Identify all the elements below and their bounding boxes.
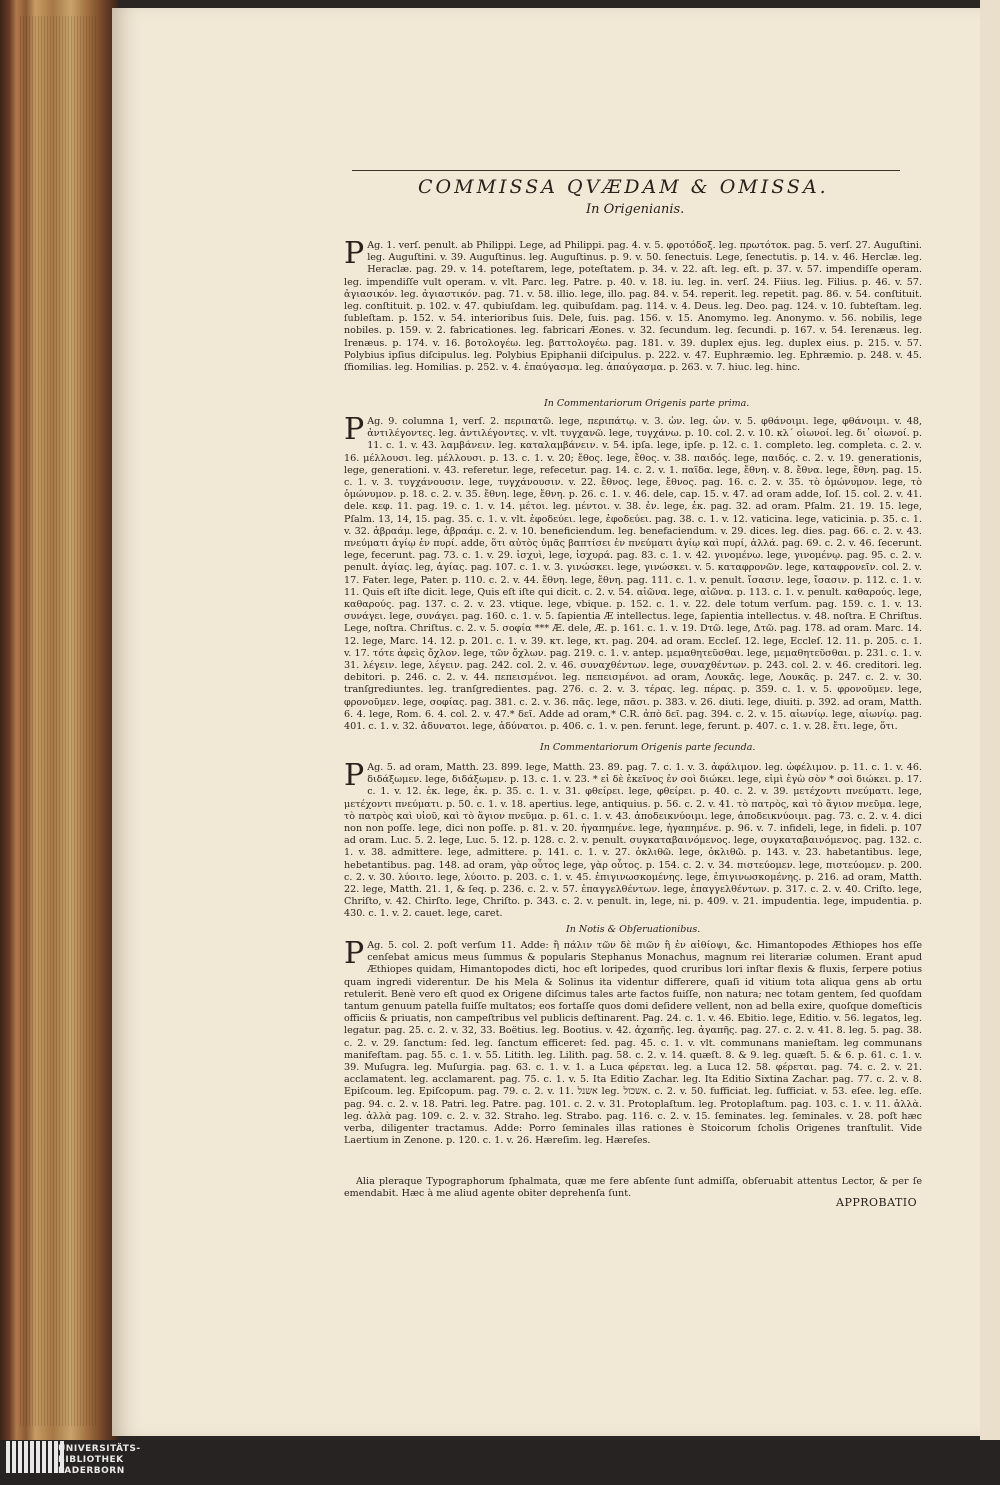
book-fore-edge	[0, 0, 118, 1440]
drop-cap: P	[344, 940, 365, 971]
footer-bar	[0, 1440, 1000, 1485]
logo-line: UNIVERSITÄTS-	[58, 1444, 141, 1454]
errata-section-general	[344, 240, 922, 390]
drop-cap: P	[344, 416, 365, 447]
facing-page-edge	[980, 0, 1000, 1440]
library-logo-text	[58, 1444, 141, 1477]
drop-cap: P	[344, 240, 365, 271]
errata-text: Ag. 9. columna 1, verſ. 2. περιπατῶ. lege, περιπάτῳ. v. 3. ὧν. leg. ὧν. v. 5. φθάνοιμι. lege, φθάνοιμι. v. 48, ἀντιλέγοντες. leg. ἀντιλέγοντες. v. vlt. τυγχανῶ. lege, τυγχάνω. p. 10. col. 2. v. 10. κλ´ οἰωνοί. leg. δι᾽ οἰωνοί. p. 11. c. 1. v. 43. λαμβάνειν. leg. καταλαμβάνειν. v. 54. ipſa. lege, ipſe. p. 12. c. 1. completo. leg. completa. c. 2. v. 16. μέλλουσι. leg. μέλλουσι. p. 13. c. 1. v. 20; ἔθος. lege, ἔθος. v. 38. παιδός. lege, παιδός. c. 2. v. 19. generationis, lege, generationi. v. 43. referetur. lege, refecetur. pag. 14. c. 2. v. 1. παῖδα. lege, ἔθνη. v. 8. ἔθνα. lege, ἔθνη. pag. 15. c. 1. v. 3. τυγχάνουσιν. lege, τυγχάνουσιν. v. 22. ἔθνος. lege, ἔθνος. pag. 16. c. 2. v. 35. τὸ ὁμώνυμον. lege, τὸ ὁμώνυμον. p. 18. c. 2. v. 35. ἔθνη. lege, ἔθνη. p. 26. c. 1. v. 46. dele, cap. 15. v. 47. ad oram adde, Ioſ. 15. col. 2. v. 41. dele. κεφ. 11. pag. 19. c. 1. v. 14. μέτοι. leg. μέντοι. v. 38. ἐν. lege, ἐκ. pag. 32. ad oram. Pſalm. 21. 19. 15. lege, Pſalm. 13, 14, 15. pag. 35. c. 1. v. vlt. ἐφοδεύει. lege, ἐφοδεύει. pag. 38. c. 1. v. 12. vaticina. lege, vaticinia. p. 35. c. 1. v. 32. ἀβραάμ. lege, ἀβραάμ. c. 2. v. 10. beneficiendum. leg. benefaciendum. v. 29. dices. leg. dies. pag. 66. c. 2. v. 43. πνεύματι ἁγίῳ ἐν πυρί. adde, ὅτι αὐτὸς ὑμᾶς βαπτίσει ἐν πνεύματι ἁγίῳ καὶ πυρί, ἀλλά. pag. 69. c. 2. v. 46. ſecerunt. lege, fecerunt. pag. 73. c. 1. v. 29. ἰσχυὶ, lege, ἰσχυρά. pag. 83. c. 1. v. 42. γινομένω. lege, γινομένῳ. pag. 95. c. 2. v. penult. ἀγίας. leg, ἁγίας. pag. 107. c. 1. v. 3. γινώσκει. lege, γινώσκει. v. 5. καταφρονῶν. lege, καταφρονεῖν. col. 2. v. 17. Fater. lege, Pater. p. 110. c. 2. v. 44. ἔθνη. lege, ἔθνη. pag. 111. c. 1. v. penult. ἴσασιν. lege, ἴσασιν. p. 112. c. 1. v. 11. Quis eſt iſte dicit. lege, Quis eſt iſte qui dicit. c. 2. v. 54. αἰῶνα. lege, αἰῶνα. p. 113. c. 1. v. penult. καθαρούς. lege, καθαρούς. pag. 137. c. 2. v. 23. vtique. lege, vbique. p. 152. c. 1. v. 22. dele totum verſum. pag. 159. c. 1. v. 13. συνάγει. lege, συνάγει. pag. 160. c. 1. v. 5. ſapientia Æ intellectus. lege, ſapientia intellectus. v. 48. noſtra. E Chriſtus. Lege, noſtra. Chriſtus. c. 2. v. 5. σοφία *** Æ. dele, Æ. p. 161. c. 1. v. 19. Dτῶ. lege, Δτῶ. pag. 178. ad oram. Marc. 14. 12. lege, Marc. 14. 12. p. 201. c. 1. v. 39. κτ. lege, κτ. pag. 204. ad oram. Eccleſ. 12. lege, Eccleſ. 12. 11. p. 205. c. 1. v. 17. τότε ἀφεὶς ὄχλον. lege, τῶν ὄχλων. pag. 219. c. 1. v. antep. μεμαθητεῦσθαι. lege, μεμαθητεῦσθαι. p. 231. c. 1. v. 31. λέγειν. lege, λέγειν. pag. 242. col. 2. v. 46. συναχθέντων. lege, συναχθέντων. p. 243. col. 2. v. 46. creditori. leg. debitori. p. 246. c. 2. v. 44. πεπεισμένοι. leg. πεπεισμένοι. ad oram, Λουκᾶς. lege, Λουκᾶς. p. 247. c. 2. v. 30. tranſgrediuntes. leg. tranſgredientes. pag. 276. c. 2. v. 3. τέρας. leg. πέρας. p. 359. c. 1. v. 5. φρονοῦμεν. lege, φρονοῦμεν. lege, σοφίας. pag. 381. c. 2. v. 36. πᾶς. lege, πᾶσι. p. 383. v. 26. diuti. lege, diuiti. p. 392. ad oram, Matth. 6. 4. lege, Rom. 6. 4. col. 2. v. 47.* δεῖ. Adde ad oram,* C.R. ἀπὸ δεῖ. pag. 394. c. 2. v. 15. αἰωνίῳ. lege, αἰωνίῳ. pag. 401. c. 1. v. 32. ἀδυνατοι. lege, ἀδύνατοι. p. 406. c. 1. v. pen. ferunt. lege, ferunt. p. 407. c. 1. v. 28. ἔτι. lege, ὅτι.	[344, 416, 922, 733]
logo-line: BIBLIOTHEK	[58, 1455, 124, 1465]
errata-section-secunda	[344, 762, 922, 922]
section-heading-notis: In Notis & Obſeruationibus.	[566, 924, 701, 935]
logo-line: PADERBORN	[58, 1466, 125, 1476]
page-title: COMMISSA QVÆDAM & OMISSA.	[418, 176, 829, 198]
closing-text: Alia pleraque Typographorum ſphalmata, quæ me fere abſente ſunt admiſſa, obſeruabit attentus Lector, & per ſe emendabit. Hæc à me aliud agente obiter deprehenſa ſunt.	[344, 1176, 922, 1200]
errata-text: Ag. 1. verſ. penult. ab Philippi. Lege, ad Philippi. pag. 4. v. 5. φροτόδοξ. leg. πρωτότοκ. pag. 5. verſ. 27. Auguſtini. leg. Auguſtini. v. 39. Auguſtinus. leg. Auguſtinus. p. 9. v. 50. ſenectuis. Lege, ſenectutis. p. 14. v. 46. Herclæ. leg. Heraclæ. pag. 29. v. 14. poteſtarem, lege, poteſtatem. p. 34. v. 22. aſt. leg. eſt. p. 37. v. 57. impendiſſe operam. leg. impendiſſe vult operam. v. vlt. Parc. leg. Patre. p. 40. v. 18. iu. leg. in. verſ. 24. Fiius. leg. Filius. p. 46. v. 57. ἀγιασικόν. leg. ἀγιαστικόν. pag. 71. v. 58. illio. lege, illo. pag. 84. v. 54. reperit. leg. repetit. pag. 86. v. 54. conſtituit. leg. conſtituit. p. 102. v. 47. qubiuſdam. leg. quibuſdam. pag. 114. v. 4. Deus. leg. Deo. pag. 124. v. 10. ſubteſtam. leg. ſubleſtam. p. 152. v. 54. interioribus ſuis. Dele, ſuis. pag. 156. v. 15. Anomymo. leg. Anonymo. v. 56. nobilis, lege nobiles. p. 159. v. 2. fabricationes. leg. fabricari Æones. v. 32. ſecundum. leg. ſecundi. p. 167. v. 54. Ierenæus. leg. Irenæus. p. 174. v. 16. βοτολογέω. leg. βαττολογέω. pag. 181. v. 39. duplex ejus. leg. duplex eius. p. 215. v. 57. Polybius ipſius diſcipulus. leg. Polybius Epiphanii diſcipulus. p. 222. v. 47. Euphræmio. leg. Ephræmio. p. 248. v. 45. ſfiomilias. leg. Homilias. p. 252. v. 4. ἐπαύγασμα. leg. ἀπαύγασμα. p. 263. v. 7. hiuc. leg. hinc.	[344, 240, 922, 374]
page-subtitle: In Origenianis.	[586, 202, 685, 217]
errata-section-notis	[344, 940, 922, 1176]
drop-cap: P	[344, 762, 365, 793]
header-rule	[352, 170, 900, 171]
errata-text: Ag. 5. ad oram, Matth. 23. 899. lege, Matth. 23. 89. pag. 7. c. 1. v. 3. ἀφάλιμον. leg. ὠφέλιμον. p. 11. c. 1. v. 46. διδάξωμεν. lege, διδάξωμεν. p. 13. c. 1. v. 23. * εἰ δὲ ἐκεῖνος ἐν σοὶ διώκει. lege, εἰμὶ ἐγὼ σὸν * σοὶ διώκει. p. 17. c. 1. v. 12. ἐκ. lege, ἐκ. p. 35. c. 1. v. 31. φθείρει. lege, φθείρει. p. 40. c. 2. v. 39. μετέχοντι πνεύματι. lege, μετέχοντι πνεύματι. p. 50. c. 1. v. 18. apertius. lege, antiquius. p. 56. c. 2. v. 41. τὸ πατρὸς, καὶ τὸ ἅγιον πνεῦμα. lege, τὸ πατρὸς καὶ υἱοῦ, καὶ τὸ ἅγιον πνεῦμα. p. 61. c. 1. v. 43. ἀποδεικνύοιμι. lege, ἀποδεικνύοιμι. pag. 73. c. 2. v. 4. dici non non poſſe. lege, dici non poſſe. p. 81. v. 20. ἠγαπημένε. lege, ἠγαπημένε. p. 96. v. 7. infideli, lege, in fideli. p. 107 ad oram. Luc. 5. 2. lege, Luc. 5. 12. p. 128. c. 2. v. penult. συγκαταβαινόμενος. lege, συγκαταβαινόμενος. pag. 132. c. 1. v. 38. admittere. lege, admittere. p. 141. c. 1. v. 27. ὀκλιθῶ. lege, ὀκλιθῶ. p. 143. v. 23. habetantibus. lege, hebetantibus. pag. 148. ad oram, γὰρ οὗτος lege, γὰρ οὗτος. p. 154. c. 2. v. 34. πιστεύομεν. lege, πιστεύομεν. p. 200. c. 2. v. 30. λύοιτο. lege, λύοιτο. p. 203. c. 1. v. 45. ἐπιγινωσκομένης. lege, ἐπιγινωσκομένης. p. 216. ad oram, Matth. 22. lege, Matth. 21. 1, & ſeq. p. 236. c. 2. v. 57. ἐπαγγελθέντων. lege, ἐπαγγελθέντων. p. 317. c. 2. v. 40. Criſto. lege, Chriſto, v. 42. Chirſto. lege, Chriſto. p. 343. c. 2. v. penult. in, lege, ni. p. 409. v. 21. impudentia. lege, impudentia. p. 430. c. 1. v. 2. cauet. lege, caret.	[344, 762, 922, 920]
catchword: APPROBATIO	[836, 1196, 918, 1209]
section-heading-secunda: In Commentariorum Origenis parte ſecunda.	[540, 742, 756, 753]
errata-section-prima	[344, 416, 922, 736]
library-logo-icon	[6, 1441, 64, 1473]
errata-text: Ag. 5. col. 2. poſt verſum 11. Adde: ἢ πάλιν τῶν δὲ πιῶν ἢ ἐν αἰθίοψι, &c. Himantopodes Æthiopes hos eſſe cenſebat amicus meus ſummus & popularis Stephanus Monachus, magnum rei literariæ columen. Erant apud Æthiopes quidam, Himantopodes dicti, hoc eſt loripedes, quod cruribus lori inſtar flexis & fluxis, ſerpere potius quam ingredi viderentur. De his Mela & Solinus ita videntur differere, quaſi id vitium tota aliqua gens ab ortu retulerit. Benè vero eſt quod ex Origene diſcimus tales arte factos fuiſſe, non natura; nec totam gentem, ſed quoſdam tantum genuum patella fuiſſe multatos; eos fortaſſe quos domi deſidere vellent, non ad bella exire, quoſque domeſticis officiis & priuatis, non campeſtribus vel publicis deſtinarent. Pag. 24. c. 1. v. 46. Ebitio. lege, Editio. v. 56. legatos, leg. legatur. pag. 25. c. 2. v. 32, 33. Boëtius. leg. Bootius. v. 42. ἀχαπῆς. leg. ἀγαπῆς. pag. 27. c. 2. v. 41. 8. leg. 5. pag. 38. c. 2. v. 29. ſanctum: ſed. leg. ſanctum efficeret: ſed. pag. 45. c. 1. v. vlt. communans manieſtam. leg communans manifeſtam. pag. 55. c. 1. v. 55. Litith. leg. Lilith. pag. 58. c. 2. v. 14. quæſt. 8. & 9. leg. quæſt. 5. & 6. p. 61. c. 1. v. 39. Muſugra. leg. Muſurgia. pag. 63. c. 1. v. 1. a Luca φέρεται. leg. a Luca 12. 58. φέρεται. pag. 74. c. 2. v. 21. acclamatent. leg. acclamarent. pag. 75. c. 1. v. 5. Ita Editio Zachar. leg. Ita Editio Sixtina Zachar. pag. 77. c. 2. v. 8. Epiſcoum. leg. Epiſcopum. pag. 79. c. 2. v. 11. אשנל leg. אשכול. c. 2. v. 50. fufficiat. leg. ſufficiat. v. 53. eſee. leg. eſſe. pag. 94. c. 2. v. 18. Patri. leg. Patre. pag. 101. c. 2. v. 31. Protoplaſtum. leg. Protoplaſtum. pag. 103. c. 1. v. 11. ἀλλὰ. leg. ἀλλὰ pag. 109. c. 2. v. 32. Straho. leg. Strabo. pag. 116. c. 2. v. 15. ſeminates. leg. ſeminales. v. 28. poſt hæc verba, diligenter tractamus. Adde: Porro ſeminales illas rationes è Stoicorum ſcholis Origenes tranſtulit. Vide Laertium in Zenone. p. 120. c. 1. v. 26. Hæreſim. leg. Hæreſes.	[344, 940, 922, 1147]
section-heading-prima: In Commentariorum Origenis parte prima.	[544, 398, 750, 409]
